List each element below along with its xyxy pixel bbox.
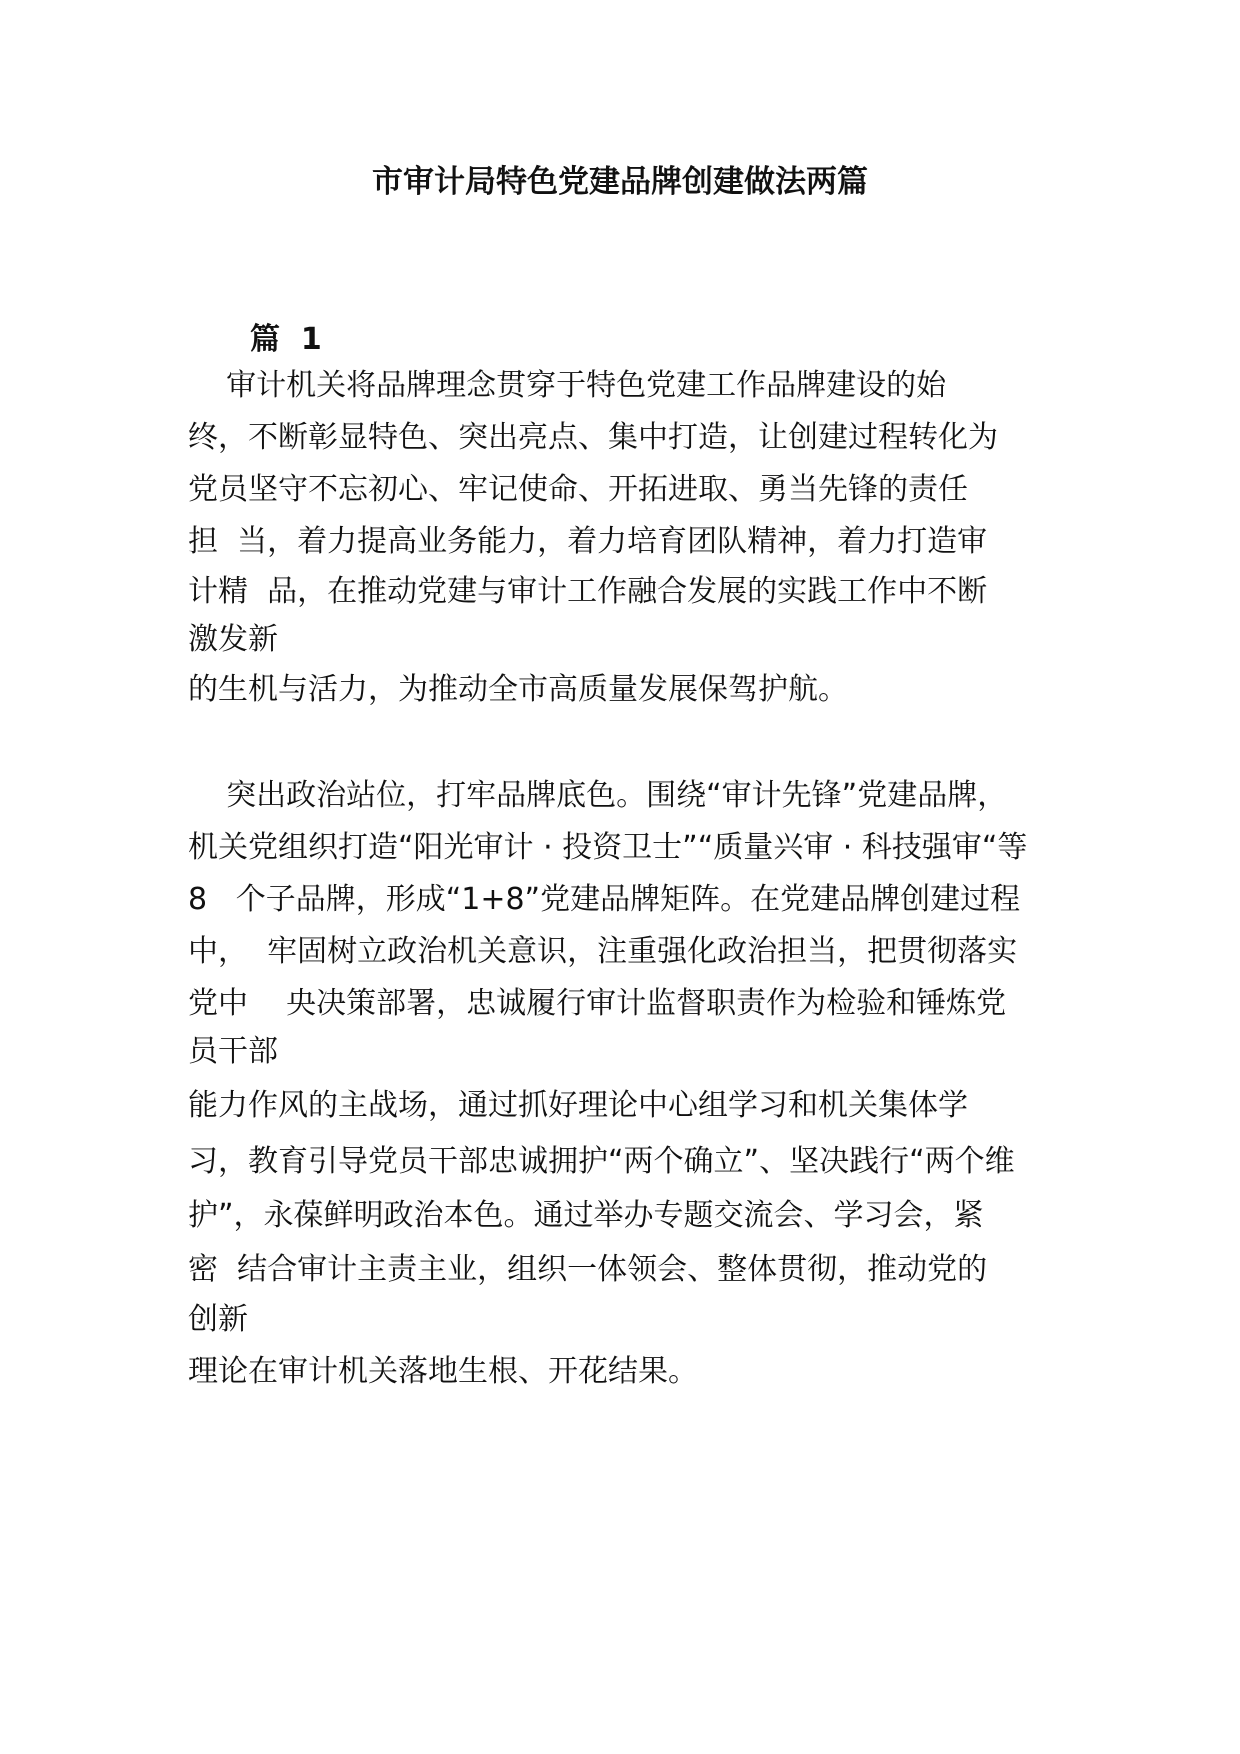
paragraph-line: 习，教育引导党员干部忠诚拥护“两个确立”、坚决践行“两个维 (188, 1144, 1015, 1179)
paragraph-line: 员干部 (188, 1034, 278, 1069)
paragraph-line: 机关党组织打造“阳光审计 · 投资卫士”“质量兴审 · 科技强审“等 (188, 830, 1028, 865)
paragraph-line: 8 个子品牌，形成“1+8”党建品牌矩阵。在党建品牌创建过程 (188, 882, 1021, 917)
paragraph-line: 审计机关将品牌理念贯穿于特色党建工作品牌建设的始 (188, 368, 947, 403)
paragraph-line: 理论在审计机关落地生根、开花结果。 (188, 1354, 698, 1389)
paragraph-line: 担 当，着力提高业务能力，着力培育团队精神，着力打造审 (188, 524, 988, 559)
paragraph-line: 激发新 (188, 622, 278, 657)
paragraph-line: 中， 牢固树立政治机关意识，注重强化政治担当，把贯彻落实 (188, 934, 1018, 969)
paragraph-line: 计精 品，在推动党建与审计工作融合发展的实践工作中不断 (188, 574, 988, 609)
document-title: 市审计局特色党建品牌创建做法两篇 (372, 164, 868, 200)
paragraph-line: 党员坚守不忘初心、牢记使命、开拓进取、勇当先锋的责任 (188, 472, 968, 507)
paragraph-line: 密 结合审计主责主业，组织一体领会、整体贯彻，推动党的 (188, 1252, 988, 1287)
paragraph-line: 终，不断彰显特色、突出亮点、集中打造，让创建过程转化为 (188, 420, 998, 455)
paragraph-line: 突出政治站位，打牢品牌底色。围绕“审计先锋”党建品牌， (188, 778, 1008, 813)
paragraph-line: 护”，永葆鲜明政治本色。通过举办专题交流会、学习会，紧 (188, 1198, 984, 1233)
paragraph-line: 能力作风的主战场，通过抓好理论中心组学习和机关集体学 (188, 1088, 968, 1123)
paragraph-line: 创新 (188, 1302, 248, 1337)
section-heading: 篇 1 (250, 322, 322, 357)
paragraph-line: 党中 央决策部署，忠诚履行审计监督职责作为检验和锤炼党 (188, 986, 1007, 1021)
paragraph-line: 的生机与活力，为推动全市高质量发展保驾护航。 (188, 672, 848, 707)
